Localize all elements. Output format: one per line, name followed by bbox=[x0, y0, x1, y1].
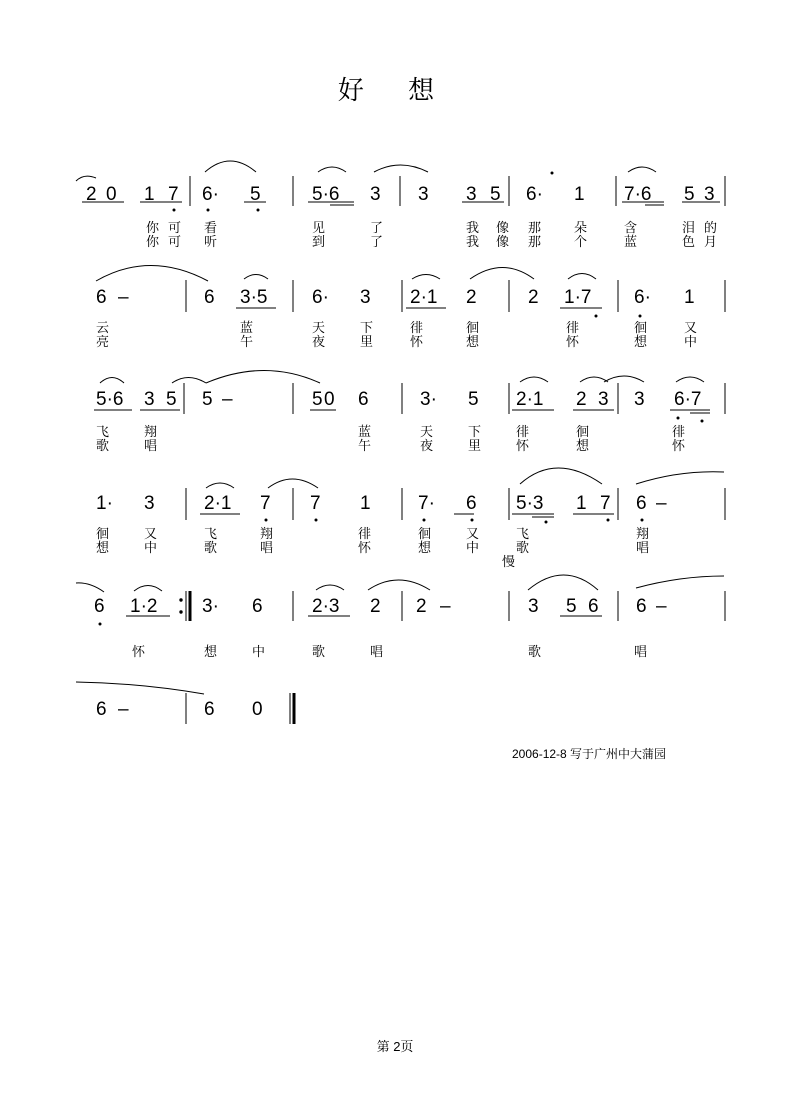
note: 5·6 bbox=[312, 184, 340, 205]
page-number: 第 2页 bbox=[376, 1039, 414, 1054]
lyric: 中 bbox=[684, 334, 698, 349]
lyric: 云 bbox=[96, 320, 110, 335]
note: 2·1 bbox=[516, 389, 544, 410]
lyric: 到 bbox=[312, 234, 326, 249]
lyric: 想 bbox=[576, 438, 590, 453]
note: 3 bbox=[144, 389, 155, 410]
note: 3 bbox=[144, 493, 155, 514]
lyric: 朵 bbox=[574, 220, 588, 235]
note: 2 bbox=[528, 287, 539, 308]
note: 5 bbox=[490, 184, 501, 205]
lyric: 歌 bbox=[204, 540, 218, 555]
note: 5 bbox=[166, 389, 177, 410]
note: 6 bbox=[466, 493, 477, 514]
lyric: 唱 bbox=[260, 540, 274, 555]
note: 6 bbox=[636, 596, 647, 617]
note: 1·2 bbox=[130, 596, 158, 617]
lyric: 歌 bbox=[312, 644, 326, 659]
lyric: 怀 bbox=[132, 644, 146, 659]
lyric: 飞 bbox=[96, 424, 110, 439]
note: 3 bbox=[704, 184, 715, 205]
composition-date-note: 2006-12-8 写于广州中大蒲园 bbox=[512, 747, 667, 761]
lyric: 蓝 bbox=[624, 234, 638, 249]
lyric: 里 bbox=[468, 438, 482, 453]
note: 2 bbox=[576, 389, 587, 410]
note: 5 bbox=[684, 184, 695, 205]
octave-dots bbox=[99, 172, 704, 626]
lyric: 徘 bbox=[516, 424, 530, 439]
lyric: 怀 bbox=[410, 334, 424, 349]
note: 2 bbox=[416, 596, 427, 617]
lyric: 下 bbox=[360, 320, 374, 335]
lyric: 怀 bbox=[516, 438, 530, 453]
note: 6 bbox=[204, 699, 215, 720]
note: 0 bbox=[106, 184, 117, 205]
lyric: 月 bbox=[704, 234, 718, 249]
note: 1 bbox=[360, 493, 371, 514]
lyric: 想 bbox=[204, 644, 218, 659]
note: 6· bbox=[634, 287, 651, 308]
lyric: 想 bbox=[96, 540, 110, 555]
lyric: 徊 bbox=[576, 424, 590, 439]
note: 3· bbox=[202, 596, 219, 617]
note: 7 bbox=[168, 184, 179, 205]
lyric: 的 bbox=[704, 220, 718, 235]
lyric: 徊 bbox=[634, 320, 648, 335]
note: 3 bbox=[634, 389, 645, 410]
lyric: 飞 bbox=[516, 526, 530, 541]
lyric: 徘 bbox=[566, 320, 580, 335]
lyric: 像 bbox=[496, 220, 510, 235]
tempo-marking: 慢 bbox=[502, 554, 516, 569]
note: 6 bbox=[252, 596, 263, 617]
note: 5 bbox=[250, 184, 261, 205]
note: 3 bbox=[466, 184, 477, 205]
lyric: 徊 bbox=[466, 320, 480, 335]
lyric: 怀 bbox=[566, 334, 580, 349]
song-title: 好 想 bbox=[337, 76, 453, 106]
note: 1 bbox=[144, 184, 155, 205]
lyric: 歌 bbox=[96, 438, 110, 453]
note: 5 bbox=[312, 389, 323, 410]
lyric: 唱 bbox=[144, 438, 158, 453]
lyric: 翔 bbox=[260, 526, 274, 541]
note: 2·3 bbox=[312, 596, 340, 617]
note: 1 bbox=[574, 184, 585, 205]
lyric: 怀 bbox=[672, 438, 686, 453]
lyric: 翔 bbox=[144, 424, 158, 439]
lyric: 唱 bbox=[636, 540, 650, 555]
lyric: 那 bbox=[528, 220, 542, 235]
lyric: 我 bbox=[466, 220, 480, 235]
lyric: 亮 bbox=[96, 334, 110, 349]
note: 2 bbox=[466, 287, 477, 308]
lyric: 蓝 bbox=[358, 424, 372, 439]
lyric: 了 bbox=[370, 220, 384, 235]
note: – bbox=[656, 493, 667, 514]
note: – bbox=[440, 596, 451, 617]
note: 6 bbox=[96, 287, 107, 308]
note: 5 bbox=[468, 389, 479, 410]
note: – bbox=[222, 389, 233, 410]
lyric: 你 bbox=[146, 220, 160, 235]
note: 5 bbox=[202, 389, 213, 410]
note: 3 bbox=[360, 287, 371, 308]
note: 3 bbox=[528, 596, 539, 617]
lyric: 唱 bbox=[370, 644, 384, 659]
note: 6· bbox=[526, 184, 543, 205]
note: 6· bbox=[202, 184, 219, 205]
lyric: 色 bbox=[682, 234, 696, 249]
lyric: 可 bbox=[168, 234, 182, 249]
note: 6·7 bbox=[674, 389, 702, 410]
note: 2·1 bbox=[204, 493, 232, 514]
lyric: 唱 bbox=[634, 644, 648, 659]
lyric: 想 bbox=[634, 334, 648, 349]
lyric: 想 bbox=[418, 540, 432, 555]
lyric: 徊 bbox=[96, 526, 110, 541]
note: 1 bbox=[684, 287, 695, 308]
lyric: 见 bbox=[312, 220, 326, 235]
note: 0 bbox=[252, 699, 263, 720]
lyric: 天 bbox=[312, 320, 326, 335]
lyric: 下 bbox=[468, 424, 482, 439]
note: – bbox=[118, 699, 129, 720]
note: 2 bbox=[86, 184, 97, 205]
lyric: 徘 bbox=[672, 424, 686, 439]
note: 7 bbox=[260, 493, 271, 514]
note: 2 bbox=[370, 596, 381, 617]
note: 1 bbox=[576, 493, 587, 514]
note: 7· bbox=[418, 493, 435, 514]
lyric: 里 bbox=[360, 334, 374, 349]
lyric: 又 bbox=[466, 526, 480, 541]
note: – bbox=[656, 596, 667, 617]
lyric: 歌 bbox=[516, 540, 530, 555]
lyric: 像 bbox=[496, 234, 510, 249]
note: – bbox=[118, 287, 129, 308]
note: 5·6 bbox=[96, 389, 124, 410]
lyric: 中 bbox=[252, 644, 266, 659]
note: 3 bbox=[370, 184, 381, 205]
lyric: 泪 bbox=[682, 220, 696, 235]
note: 3 bbox=[418, 184, 429, 205]
lyric: 中 bbox=[144, 540, 158, 555]
note: 6 bbox=[204, 287, 215, 308]
lyric: 歌 bbox=[528, 644, 542, 659]
lyric: 中 bbox=[466, 540, 480, 555]
lyric: 想 bbox=[466, 334, 480, 349]
note: 5 bbox=[566, 596, 577, 617]
note: 2·1 bbox=[410, 287, 438, 308]
note: 6 bbox=[636, 493, 647, 514]
lyric: 你 bbox=[146, 234, 160, 249]
lyric: 个 bbox=[574, 234, 588, 249]
note: 7 bbox=[600, 493, 611, 514]
note: 6 bbox=[588, 596, 599, 617]
lyric: 了 bbox=[370, 234, 384, 249]
lyric: 夜 bbox=[312, 334, 326, 349]
lyric: 看 bbox=[204, 220, 218, 235]
lyric: 徘 bbox=[358, 526, 372, 541]
note: 1· bbox=[96, 493, 113, 514]
lyric: 我 bbox=[466, 234, 480, 249]
lyric: 又 bbox=[144, 526, 158, 541]
lyric: 飞 bbox=[204, 526, 218, 541]
repeat-sign-dots bbox=[179, 598, 182, 613]
note: 7 bbox=[310, 493, 321, 514]
note: 7·6 bbox=[624, 184, 652, 205]
lyric: 天 bbox=[420, 424, 434, 439]
note: 6 bbox=[96, 699, 107, 720]
lyric: 怀 bbox=[358, 540, 372, 555]
lyric: 含 bbox=[624, 220, 638, 235]
lyric: 午 bbox=[240, 334, 254, 349]
note: 6· bbox=[312, 287, 329, 308]
lyric: 夜 bbox=[420, 438, 434, 453]
note: 0 bbox=[324, 389, 335, 410]
note: 5·3 bbox=[516, 493, 544, 514]
note: 1·7 bbox=[564, 287, 592, 308]
lyric: 翔 bbox=[636, 526, 650, 541]
lyric: 蓝 bbox=[240, 320, 254, 335]
notes-layer bbox=[86, 184, 718, 720]
note: 6 bbox=[358, 389, 369, 410]
lyric: 又 bbox=[684, 320, 698, 335]
lyric: 午 bbox=[358, 438, 372, 453]
note: 6 bbox=[94, 596, 105, 617]
lyric: 可 bbox=[168, 220, 182, 235]
lyric: 那 bbox=[528, 234, 542, 249]
note: 3·5 bbox=[240, 287, 268, 308]
lyric: 徊 bbox=[418, 526, 432, 541]
note: 3· bbox=[420, 389, 437, 410]
note: 3 bbox=[598, 389, 609, 410]
lyric: 徘 bbox=[410, 320, 424, 335]
lyric: 听 bbox=[204, 234, 218, 249]
